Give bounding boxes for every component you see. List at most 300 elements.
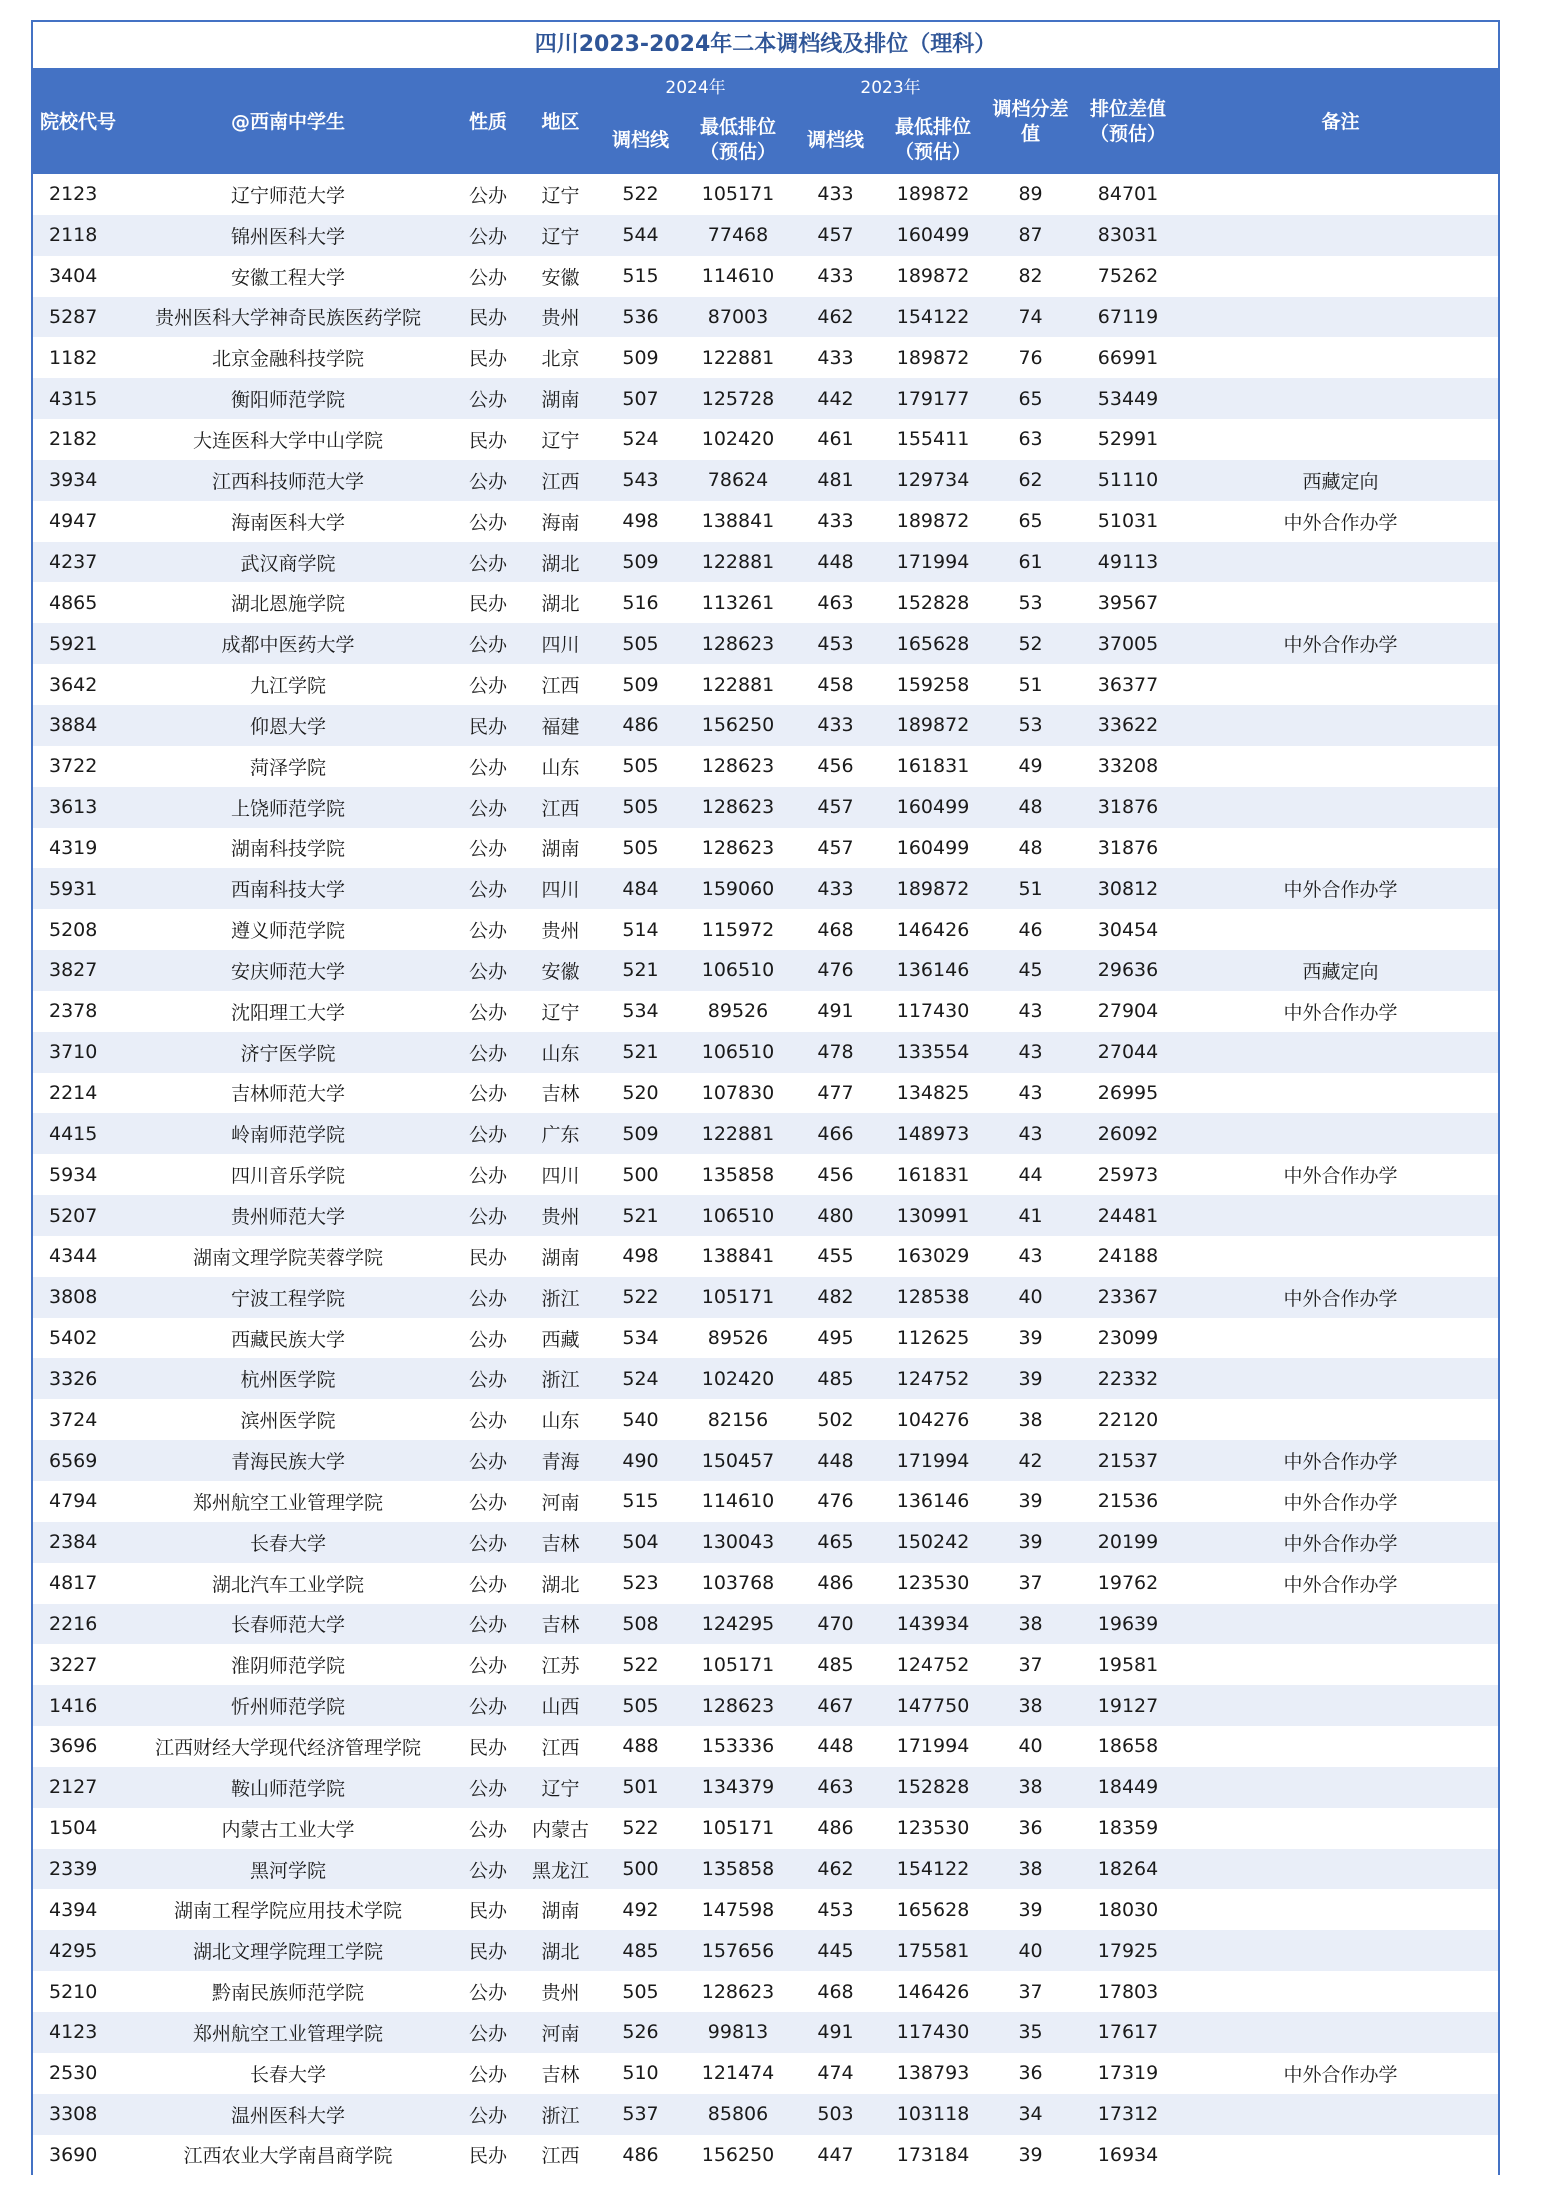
cell-type: 公办	[453, 909, 523, 950]
cell-rank-2024: 105171	[683, 1277, 793, 1318]
cell-type: 民办	[453, 705, 523, 746]
cell-score-2023: 462	[793, 297, 878, 338]
table-row	[33, 1930, 1498, 1971]
cell-rank-2023: 146426	[878, 1971, 988, 2012]
cell-type: 公办	[453, 1440, 523, 1481]
cell-diff-score: 40	[988, 1930, 1073, 1971]
cell-diff-score: 42	[988, 1440, 1073, 1481]
cell-rank-2023: 123530	[878, 1563, 988, 1604]
cell-score-2024: 509	[598, 542, 683, 583]
cell-school-name: 青海民族大学	[123, 1440, 453, 1481]
cell-code: 2216	[33, 1604, 123, 1645]
cell-rank-2023: 161831	[878, 746, 988, 787]
cell-rank-2023: 175581	[878, 1930, 988, 1971]
cell-region: 吉林	[523, 1604, 598, 1645]
cell-diff-rank: 21536	[1073, 1481, 1183, 1522]
cell-note: 中外合作办学	[1183, 1481, 1498, 1522]
cell-note	[1183, 909, 1498, 950]
header-diff-rank: 排位差值（预估）	[1073, 70, 1183, 174]
cell-diff-rank: 31876	[1073, 828, 1183, 869]
cell-diff-score: 36	[988, 2053, 1073, 2094]
header-year-2023: 2023年	[793, 70, 988, 106]
cell-type: 公办	[453, 1522, 523, 1563]
cell-diff-rank: 30812	[1073, 868, 1183, 909]
cell-score-2024: 523	[598, 1563, 683, 1604]
cell-type: 公办	[453, 1358, 523, 1399]
cell-diff-rank: 29636	[1073, 950, 1183, 991]
cell-rank-2023: 179177	[878, 378, 988, 419]
cell-diff-rank: 18449	[1073, 1767, 1183, 1808]
cell-score-2024: 509	[598, 1113, 683, 1154]
cell-school-name: 郑州航空工业管理学院	[123, 1481, 453, 1522]
cell-type: 民办	[453, 337, 523, 378]
cell-score-2023: 433	[793, 868, 878, 909]
cell-score-2024: 501	[598, 1767, 683, 1808]
cell-score-2024: 524	[598, 1358, 683, 1399]
cell-region: 河南	[523, 2012, 598, 2053]
cell-diff-rank: 18658	[1073, 1726, 1183, 1767]
cell-rank-2024: 114610	[683, 1481, 793, 1522]
cell-diff-rank: 75262	[1073, 256, 1183, 297]
cell-note	[1183, 542, 1498, 583]
cell-school-name: 温州医科大学	[123, 2094, 453, 2135]
cell-note	[1183, 2135, 1498, 2176]
cell-score-2023: 485	[793, 1358, 878, 1399]
cell-rank-2024: 135858	[683, 1154, 793, 1195]
cell-region: 浙江	[523, 2094, 598, 2135]
header-year-2024: 2024年	[598, 70, 793, 106]
cell-region: 山东	[523, 1399, 598, 1440]
cell-diff-score: 49	[988, 746, 1073, 787]
cell-rank-2023: 154122	[878, 1849, 988, 1890]
cell-region: 江西	[523, 1726, 598, 1767]
cell-code: 5207	[33, 1195, 123, 1236]
cell-diff-score: 37	[988, 1563, 1073, 1604]
cell-diff-rank: 39567	[1073, 582, 1183, 623]
cell-rank-2023: 160499	[878, 828, 988, 869]
cell-diff-rank: 18359	[1073, 1808, 1183, 1849]
table-row	[33, 1154, 1498, 1195]
cell-region: 浙江	[523, 1277, 598, 1318]
cell-score-2024: 507	[598, 378, 683, 419]
cell-rank-2024: 89526	[683, 991, 793, 1032]
cell-diff-rank: 17617	[1073, 2012, 1183, 2053]
cell-note	[1183, 1032, 1498, 1073]
cell-code: 4344	[33, 1236, 123, 1277]
cell-rank-2024: 102420	[683, 1358, 793, 1399]
cell-diff-score: 37	[988, 1971, 1073, 2012]
cell-rank-2024: 113261	[683, 582, 793, 623]
cell-school-name: 郑州航空工业管理学院	[123, 2012, 453, 2053]
cell-rank-2024: 99813	[683, 2012, 793, 2053]
cell-region: 黑龙江	[523, 1849, 598, 1890]
cell-score-2024: 505	[598, 623, 683, 664]
cell-score-2024: 500	[598, 1849, 683, 1890]
cell-code: 3690	[33, 2135, 123, 2176]
cell-region: 江苏	[523, 1644, 598, 1685]
cell-region: 辽宁	[523, 419, 598, 460]
table-row	[33, 1440, 1498, 1481]
cell-score-2024: 544	[598, 215, 683, 256]
cell-rank-2024: 78624	[683, 460, 793, 501]
cell-rank-2024: 122881	[683, 664, 793, 705]
cell-rank-2023: 159258	[878, 664, 988, 705]
cell-score-2023: 433	[793, 705, 878, 746]
cell-rank-2024: 122881	[683, 1113, 793, 1154]
cell-diff-rank: 27904	[1073, 991, 1183, 1032]
cell-region: 辽宁	[523, 1767, 598, 1808]
cell-diff-score: 61	[988, 542, 1073, 583]
cell-score-2024: 514	[598, 909, 683, 950]
cell-rank-2023: 173184	[878, 2135, 988, 2176]
cell-score-2024: 522	[598, 1808, 683, 1849]
cell-type: 民办	[453, 1889, 523, 1930]
cell-rank-2023: 133554	[878, 1032, 988, 1073]
cell-school-name: 内蒙古工业大学	[123, 1808, 453, 1849]
cell-school-name: 长春大学	[123, 2053, 453, 2094]
cell-rank-2023: 152828	[878, 1767, 988, 1808]
cell-region: 四川	[523, 868, 598, 909]
cell-type: 公办	[453, 1032, 523, 1073]
table-row	[33, 256, 1498, 297]
cell-school-name: 海南医科大学	[123, 501, 453, 542]
table-body	[33, 174, 1498, 2175]
cell-type: 公办	[453, 828, 523, 869]
cell-rank-2024: 89526	[683, 1318, 793, 1359]
table-row	[33, 582, 1498, 623]
cell-school-name: 鞍山师范学院	[123, 1767, 453, 1808]
cell-rank-2023: 129734	[878, 460, 988, 501]
cell-rank-2023: 150242	[878, 1522, 988, 1563]
cell-type: 公办	[453, 215, 523, 256]
cell-score-2024: 534	[598, 991, 683, 1032]
cell-score-2024: 526	[598, 2012, 683, 2053]
cell-region: 江西	[523, 787, 598, 828]
cell-rank-2024: 125728	[683, 378, 793, 419]
cell-note: 中外合作办学	[1183, 868, 1498, 909]
cell-diff-rank: 21537	[1073, 1440, 1183, 1481]
cell-diff-rank: 36377	[1073, 664, 1183, 705]
cell-score-2023: 442	[793, 378, 878, 419]
table-row	[33, 1644, 1498, 1685]
cell-school-name: 武汉商学院	[123, 542, 453, 583]
cell-school-name: 西藏民族大学	[123, 1318, 453, 1359]
cell-rank-2023: 104276	[878, 1399, 988, 1440]
cell-school-name: 九江学院	[123, 664, 453, 705]
table-row	[33, 1563, 1498, 1604]
cell-rank-2023: 136146	[878, 950, 988, 991]
cell-score-2024: 509	[598, 337, 683, 378]
table-row	[33, 2053, 1498, 2094]
cell-diff-score: 43	[988, 1236, 1073, 1277]
cell-note: 中外合作办学	[1183, 1154, 1498, 1195]
cell-type: 民办	[453, 2135, 523, 2176]
table-row	[33, 378, 1498, 419]
cell-note	[1183, 1073, 1498, 1114]
cell-note	[1183, 1358, 1498, 1399]
cell-type: 公办	[453, 950, 523, 991]
cell-code: 3722	[33, 746, 123, 787]
cell-rank-2024: 128623	[683, 1685, 793, 1726]
cell-score-2024: 521	[598, 1195, 683, 1236]
cell-diff-rank: 26092	[1073, 1113, 1183, 1154]
cell-code: 2378	[33, 991, 123, 1032]
cell-score-2024: 522	[598, 174, 683, 215]
cell-code: 4947	[33, 501, 123, 542]
header-region: 地区	[523, 70, 598, 174]
cell-diff-rank: 25973	[1073, 1154, 1183, 1195]
cell-school-name: 辽宁师范大学	[123, 174, 453, 215]
cell-score-2024: 498	[598, 501, 683, 542]
cell-note	[1183, 1849, 1498, 1890]
cell-score-2023: 495	[793, 1318, 878, 1359]
cell-rank-2023: 143934	[878, 1604, 988, 1645]
cell-type: 公办	[453, 1195, 523, 1236]
cell-diff-rank: 23367	[1073, 1277, 1183, 1318]
cell-score-2024: 484	[598, 868, 683, 909]
cell-type: 公办	[453, 991, 523, 1032]
cell-school-name: 淮阴师范学院	[123, 1644, 453, 1685]
cell-rank-2023: 152828	[878, 582, 988, 623]
cell-diff-score: 37	[988, 1644, 1073, 1685]
cell-type: 公办	[453, 1563, 523, 1604]
cell-diff-score: 48	[988, 787, 1073, 828]
cell-diff-rank: 24188	[1073, 1236, 1183, 1277]
cell-code: 1416	[33, 1685, 123, 1726]
cell-score-2023: 468	[793, 1971, 878, 2012]
cell-note	[1183, 1889, 1498, 1930]
cell-diff-rank: 17312	[1073, 2094, 1183, 2135]
cell-region: 广东	[523, 1113, 598, 1154]
cell-school-name: 沈阳理工大学	[123, 991, 453, 1032]
cell-type: 公办	[453, 664, 523, 705]
cell-score-2023: 453	[793, 1889, 878, 1930]
cell-diff-score: 40	[988, 1726, 1073, 1767]
cell-rank-2023: 189872	[878, 174, 988, 215]
cell-score-2023: 468	[793, 909, 878, 950]
cell-school-name: 黑河学院	[123, 1849, 453, 1890]
cell-diff-rank: 31876	[1073, 787, 1183, 828]
cell-diff-rank: 19127	[1073, 1685, 1183, 1726]
cell-type: 公办	[453, 1399, 523, 1440]
cell-diff-rank: 17925	[1073, 1930, 1183, 1971]
cell-diff-score: 38	[988, 1604, 1073, 1645]
cell-type: 公办	[453, 256, 523, 297]
cell-type: 公办	[453, 787, 523, 828]
cell-rank-2024: 159060	[683, 868, 793, 909]
cell-note: 中外合作办学	[1183, 1522, 1498, 1563]
cell-note	[1183, 1767, 1498, 1808]
cell-score-2023: 476	[793, 950, 878, 991]
cell-diff-score: 36	[988, 1808, 1073, 1849]
cell-rank-2023: 171994	[878, 1726, 988, 1767]
cell-score-2023: 486	[793, 1808, 878, 1849]
cell-score-2023: 448	[793, 1440, 878, 1481]
cell-type: 公办	[453, 1849, 523, 1890]
cell-diff-score: 39	[988, 1889, 1073, 1930]
cell-region: 四川	[523, 1154, 598, 1195]
cell-school-name: 长春师范大学	[123, 1604, 453, 1645]
cell-rank-2024: 87003	[683, 297, 793, 338]
cell-score-2024: 498	[598, 1236, 683, 1277]
cell-school-name: 宁波工程学院	[123, 1277, 453, 1318]
table-row	[33, 1195, 1498, 1236]
cell-code: 1182	[33, 337, 123, 378]
cell-score-2024: 521	[598, 950, 683, 991]
cell-region: 山东	[523, 746, 598, 787]
cell-diff-rank: 24481	[1073, 1195, 1183, 1236]
cell-rank-2023: 154122	[878, 297, 988, 338]
cell-region: 安徽	[523, 950, 598, 991]
cell-type: 公办	[453, 1481, 523, 1522]
table-row	[33, 1399, 1498, 1440]
cell-code: 3724	[33, 1399, 123, 1440]
cell-score-2024: 524	[598, 419, 683, 460]
cell-score-2024: 522	[598, 1277, 683, 1318]
cell-code: 2123	[33, 174, 123, 215]
cell-rank-2024: 134379	[683, 1767, 793, 1808]
cell-diff-rank: 67119	[1073, 297, 1183, 338]
cell-rank-2024: 150457	[683, 1440, 793, 1481]
header-score-2023: 调档线	[793, 106, 878, 174]
table-row	[33, 1032, 1498, 1073]
cell-type: 民办	[453, 1236, 523, 1277]
cell-score-2023: 448	[793, 542, 878, 583]
cell-diff-score: 65	[988, 501, 1073, 542]
cell-diff-rank: 84701	[1073, 174, 1183, 215]
cell-rank-2023: 160499	[878, 787, 988, 828]
table-row	[33, 337, 1498, 378]
cell-code: 5208	[33, 909, 123, 950]
table-row	[33, 215, 1498, 256]
cell-type: 公办	[453, 1113, 523, 1154]
cell-rank-2024: 156250	[683, 2135, 793, 2176]
cell-region: 青海	[523, 1440, 598, 1481]
cell-code: 2530	[33, 2053, 123, 2094]
cell-diff-score: 46	[988, 909, 1073, 950]
cell-school-name: 长春大学	[123, 1522, 453, 1563]
cell-rank-2024: 128623	[683, 828, 793, 869]
cell-code: 4237	[33, 542, 123, 583]
cell-diff-rank: 49113	[1073, 542, 1183, 583]
cell-diff-score: 44	[988, 1154, 1073, 1195]
cell-score-2024: 492	[598, 1889, 683, 1930]
cell-region: 贵州	[523, 1195, 598, 1236]
cell-diff-score: 43	[988, 1073, 1073, 1114]
cell-school-name: 衡阳师范学院	[123, 378, 453, 419]
table-row	[33, 460, 1498, 501]
cell-type: 公办	[453, 1604, 523, 1645]
cell-type: 公办	[453, 1073, 523, 1114]
cell-note	[1183, 378, 1498, 419]
cell-diff-rank: 19581	[1073, 1644, 1183, 1685]
cell-score-2024: 515	[598, 1481, 683, 1522]
cell-rank-2024: 77468	[683, 215, 793, 256]
cell-region: 四川	[523, 623, 598, 664]
cell-score-2024: 505	[598, 1685, 683, 1726]
cell-region: 湖南	[523, 1889, 598, 1930]
cell-score-2023: 461	[793, 419, 878, 460]
cell-diff-score: 43	[988, 991, 1073, 1032]
cell-code: 4817	[33, 1563, 123, 1604]
cell-note	[1183, 1604, 1498, 1645]
cell-school-name: 杭州医学院	[123, 1358, 453, 1399]
cell-rank-2024: 107830	[683, 1073, 793, 1114]
cell-diff-score: 39	[988, 1481, 1073, 1522]
cell-type: 公办	[453, 378, 523, 419]
cell-score-2023: 457	[793, 828, 878, 869]
cell-school-name: 湖南科技学院	[123, 828, 453, 869]
cell-rank-2024: 147598	[683, 1889, 793, 1930]
cell-diff-score: 38	[988, 1685, 1073, 1726]
cell-diff-rank: 26995	[1073, 1073, 1183, 1114]
cell-score-2024: 509	[598, 664, 683, 705]
cell-diff-rank: 17803	[1073, 1971, 1183, 2012]
cell-code: 3326	[33, 1358, 123, 1399]
cell-note	[1183, 297, 1498, 338]
cell-diff-score: 39	[988, 2135, 1073, 2176]
cell-code: 1504	[33, 1808, 123, 1849]
cell-score-2023: 457	[793, 787, 878, 828]
cell-region: 山西	[523, 1685, 598, 1726]
cell-rank-2024: 153336	[683, 1726, 793, 1767]
cell-score-2023: 474	[793, 2053, 878, 2094]
cell-score-2024: 505	[598, 746, 683, 787]
cell-diff-rank: 33622	[1073, 705, 1183, 746]
table-row	[33, 1358, 1498, 1399]
cell-code: 5921	[33, 623, 123, 664]
cell-region: 江西	[523, 460, 598, 501]
cell-score-2023: 447	[793, 2135, 878, 2176]
cell-diff-rank: 83031	[1073, 215, 1183, 256]
cell-rank-2023: 155411	[878, 419, 988, 460]
cell-score-2024: 543	[598, 460, 683, 501]
cell-school-name: 岭南师范学院	[123, 1113, 453, 1154]
cell-score-2023: 445	[793, 1930, 878, 1971]
cell-score-2023: 463	[793, 582, 878, 623]
cell-rank-2023: 123530	[878, 1808, 988, 1849]
cell-note: 中外合作办学	[1183, 2053, 1498, 2094]
cell-diff-rank: 22332	[1073, 1358, 1183, 1399]
cell-note	[1183, 419, 1498, 460]
cell-rank-2024: 114610	[683, 256, 793, 297]
cell-school-name: 湖北恩施学院	[123, 582, 453, 623]
cell-type: 公办	[453, 2053, 523, 2094]
cell-school-name: 湖南文理学院芙蓉学院	[123, 1236, 453, 1277]
score-table	[33, 70, 1498, 2175]
cell-rank-2024: 138841	[683, 1236, 793, 1277]
score-table-sheet	[31, 20, 1500, 2175]
header-rank-2023: 最低排位（预估）	[878, 106, 988, 174]
cell-score-2023: 458	[793, 664, 878, 705]
table-header	[33, 70, 1498, 174]
cell-rank-2024: 122881	[683, 542, 793, 583]
cell-diff-rank: 16934	[1073, 2135, 1183, 2176]
table-row	[33, 828, 1498, 869]
table-row	[33, 1113, 1498, 1154]
cell-school-name: 遵义师范学院	[123, 909, 453, 950]
cell-score-2023: 448	[793, 1726, 878, 1767]
cell-region: 吉林	[523, 2053, 598, 2094]
cell-type: 公办	[453, 1154, 523, 1195]
cell-region: 江西	[523, 664, 598, 705]
cell-score-2024: 504	[598, 1522, 683, 1563]
cell-score-2023: 491	[793, 2012, 878, 2053]
cell-diff-score: 43	[988, 1032, 1073, 1073]
header-name: @西南中学生	[123, 70, 453, 174]
cell-rank-2024: 138841	[683, 501, 793, 542]
cell-score-2024: 534	[598, 1318, 683, 1359]
